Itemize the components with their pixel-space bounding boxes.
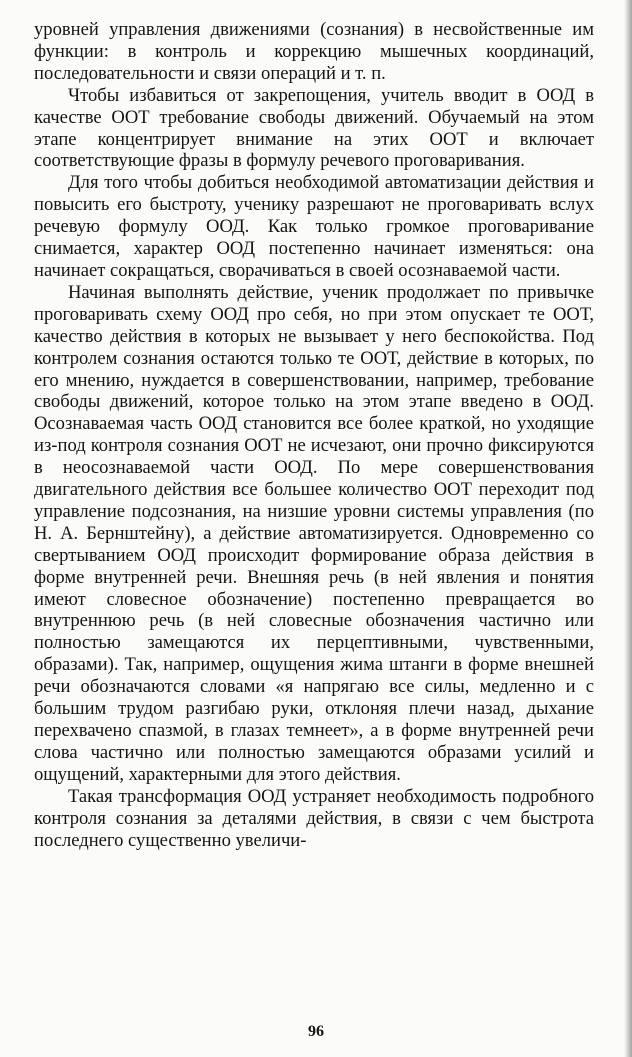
paragraph: Чтобы избавиться от закрепощения, учитель вводит в ООД в качестве ООТ требование свободы движений. Обучаемый на этом этапе концентрирует внимание на этих ООТ и включает соответствующие фразы в формулу речевого проговаривания.	[34, 84, 594, 172]
body-text	[34, 19, 594, 851]
paragraph: Такая трансформация ООД устраняет необходимость подробного контроля сознания за деталями действия, в связи с чем быстрота последнего существенно увеличи-	[34, 785, 594, 851]
paragraph: Для того чтобы добиться необходимой автоматизации действия и повысить его быстроту, ученику разрешают не проговаривать вслух речевую формулу ООД. Как только громкое проговаривание снимается, характер ООД постепенно начинает изменяться: она начинает сокращаться, сворачиваться в своей осознаваемой части.	[34, 172, 594, 281]
paragraph-continuation: уровней управления движениями (сознания) в несвойственные им функции: в контроль и коррекцию мышечных координаций, последовательности и связи операций и т. п.	[34, 19, 594, 84]
page-edge-shadow	[624, 0, 632, 1057]
paragraph: Начиная выполнять действие, ученик продолжает по привычке проговаривать схему ООД про себя, но при этом опускает те ООТ, качество действия в которых не вызывает у него беспокойства. Под контролем сознания остаются только те ООТ, действие в которых, по его мнению, нуждается в совершенствовании, например, требование свободы движений, которое только на этом этапе введено в ООД. Осознаваемая часть ООД становится все более краткой, но уходящие из-под контроля сознания ООТ не исчезают, они прочно фиксируются в неосознаваемой части ООД. По мере совершенствования двигательного действия все большее количество ООТ переходит под управление подсознания, на низшие уровни системы управления (по Н. А. Бернштейну), а действие автоматизируется. Одновременно со свертыванием ООД происходит формирование образа действия в форме внутренней речи. Внешняя речь (в ней явления и понятия имеют словесное обозначение) постепенно превращается во внутреннюю речь (в ней словесные обозначения частично или полностью замещаются их перцептивными, чувственными, образами). Так, например, ощущения жима штанги в форме внешней речи обозначаются словами «я напрягаю все силы, медленно и с большим трудом разгибаю руки, отклоняя плечи назад, дыхание перехвачено спазмой, в глазах темнеет», а в форме внутренней речи слова частично или полностью замещаются образами усилий и ощущений, характерными для этого действия.	[34, 281, 594, 785]
page-number: 96	[308, 1023, 324, 1040]
